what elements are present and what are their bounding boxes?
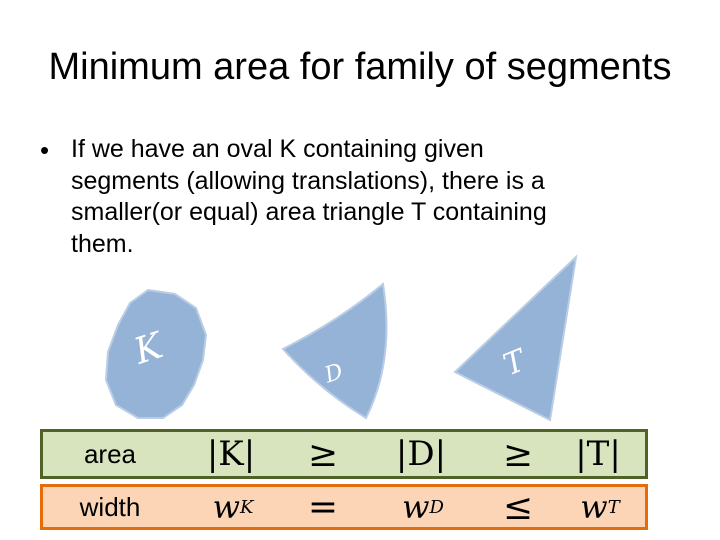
width-t xyxy=(570,487,630,527)
area-ge-symbol-2: ≥ xyxy=(502,433,534,475)
width-t-base: w xyxy=(580,488,608,526)
width-row-label: width xyxy=(79,491,141,522)
width-d xyxy=(393,487,453,527)
area-t xyxy=(570,432,626,476)
bullet-line: smaller(or equal) area triangle T containing xyxy=(71,198,547,226)
area-k-value: |K| xyxy=(206,434,256,474)
width-t-sub: T xyxy=(607,496,620,518)
triangle-t-label: T xyxy=(498,343,531,384)
width-k-base: w xyxy=(212,488,240,526)
width-k-sub: K xyxy=(239,496,254,518)
area-row-label: area xyxy=(83,438,137,469)
width-eq-symbol: = xyxy=(307,486,339,528)
width-le-symbol: ≤ xyxy=(502,486,534,528)
triangle-t-shape xyxy=(455,257,576,420)
bullet-line: If we have an oval K containing given xyxy=(71,135,484,163)
area-t-value: |T| xyxy=(575,434,621,474)
area-row xyxy=(40,429,648,479)
lens-d-shape xyxy=(283,284,387,418)
area-d-value: |D| xyxy=(395,434,447,474)
width-d-sub: D xyxy=(429,496,444,518)
width-d-base: w xyxy=(402,488,430,526)
bullet-marker: • xyxy=(40,135,50,165)
oval-k-label: K xyxy=(129,325,168,373)
width-row xyxy=(40,484,648,530)
bullet-line: them. xyxy=(71,229,134,258)
lens-d-label: D xyxy=(321,359,347,389)
bullet-line: segments (allowing translations), there is a xyxy=(71,166,545,195)
slide-title: Minimum area for family of segments xyxy=(48,46,672,88)
area-d xyxy=(393,432,449,476)
area-ge-symbol-1: ≥ xyxy=(307,433,339,475)
width-k xyxy=(203,487,263,527)
area-k xyxy=(203,432,259,476)
